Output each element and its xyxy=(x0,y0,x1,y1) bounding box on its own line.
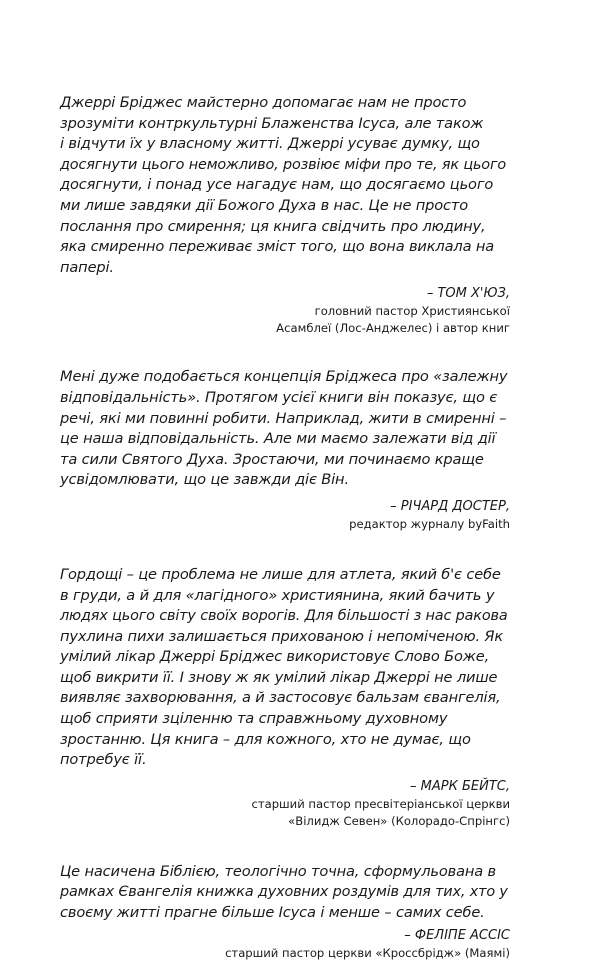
quote-line: усвідомлювати, що це завжди діє Він. xyxy=(60,471,349,489)
author-name: – РІЧАРД ДОСТЕР, xyxy=(390,498,510,514)
quote-line: Джеррі Бріджес майстерно допомагає нам не просто xyxy=(60,94,467,111)
endorsement-quote xyxy=(60,93,510,278)
quote-line: яка смиренно переживає зміст того, що вона виклала на xyxy=(60,238,495,256)
quote-line: щоб викрити її. І знову ж як умілий лікар Джеррі не лише xyxy=(60,668,498,686)
endorsement-attribution xyxy=(60,926,510,962)
quote-line: потребує її. xyxy=(60,751,147,769)
author-name: – МАРК БЕЙТС, xyxy=(410,778,510,794)
endorsement-mark-bates xyxy=(60,565,510,830)
author-role: Асамблеї (Лос-Анджелес) і автор книг xyxy=(276,321,510,336)
quote-line: Мені дуже подобається концепція Бріджеса про «залежну xyxy=(60,368,508,386)
quote-line: досягнути, і понад усе нагадує нам, що досягаємо цього xyxy=(60,176,494,194)
endorsements-page xyxy=(60,93,510,962)
author-role: старший пастор церкви «Кроссбрідж» (Маямі) xyxy=(225,945,510,960)
quote-line: досягнути цього неможливо, розвіює міфи про те, як цього xyxy=(60,156,507,173)
author-role: редактор журналу byFaith xyxy=(349,516,510,531)
quote-line: в груди, а й для «лагідного» християнина, який бачить у xyxy=(60,586,495,604)
author-role: «Вілидж Севен» (Колорадо-Спрінгс) xyxy=(288,813,510,828)
quote-line: це наша відповідальність. Але ми маємо залежати від дії xyxy=(60,430,496,448)
endorsement-quote xyxy=(60,367,510,491)
quote-line: і відчути їх у власному житті. Джеррі усуває думку, що xyxy=(60,135,480,153)
quote-line: своєму житті прагне більше Ісуса і менше – самих себе. xyxy=(60,904,485,922)
quote-line: Це насичена Біблією, теологічно точна, сформульована в xyxy=(60,862,496,880)
endorsement-quote xyxy=(60,565,510,771)
quote-line: рамках Євангелія книжка духовних роздумів для тих, хто у xyxy=(60,884,508,901)
author-role: головний пастор Християнської xyxy=(314,304,510,319)
quote-line: послання про смирення; ця книга свідчить про людину, xyxy=(60,217,486,235)
quote-line: пухлина пихи залишається прихованою і непоміченою. Як xyxy=(60,627,504,645)
quote-line: людях цього світу своїх ворогів. Для більшості з нас ракова xyxy=(60,608,508,625)
endorsement-quote xyxy=(60,862,510,924)
quote-line: та сили Святого Духа. Зростаючи, ми починаємо краще xyxy=(60,450,484,468)
quote-line: умілий лікар Джеррі Бріджес використовує Слово Боже, xyxy=(60,648,490,666)
quote-line: виявляє захворювання, а й застосовує бальзам євангелія, xyxy=(60,689,501,707)
endorsement-richard-doster xyxy=(60,367,510,533)
quote-line: ми лише завдяки дії Божого Духа в нас. Це не просто xyxy=(60,196,469,214)
endorsement-attribution xyxy=(60,284,510,337)
endorsement-felipe-assis xyxy=(60,862,510,962)
endorsement-attribution xyxy=(60,777,510,830)
quote-line: зростанню. Ця книга – для кожного, хто не думає, що xyxy=(60,730,471,748)
endorsement-tom-hughes xyxy=(60,93,510,337)
quote-line: Гордощі – це проблема не лише для атлета, який б'є себе xyxy=(60,565,501,583)
quote-line: речі, які ми повинні робити. Наприклад, жити в смиренні – xyxy=(60,409,507,427)
author-role: старший пастор пресвітеріанської церкви xyxy=(251,796,510,811)
author-name: – ФЕЛІПЕ АССІС xyxy=(404,927,510,943)
quote-line: відповідальність». Протягом усієї книги він показує, що є xyxy=(60,388,498,406)
author-name: – ТОМ Х'ЮЗ, xyxy=(426,286,510,302)
quote-line: щоб сприяти зціленню та справжньому духовному xyxy=(60,710,448,728)
endorsement-attribution xyxy=(60,497,510,533)
quote-line: зрозуміти контркультурні Блаженства Ісуса, але також xyxy=(60,114,484,132)
quote-line: папері. xyxy=(60,258,114,276)
